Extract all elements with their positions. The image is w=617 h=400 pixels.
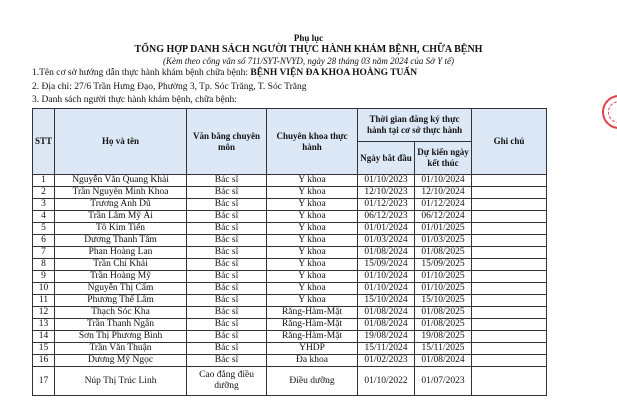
- cell-degree: Bác sĩ: [187, 331, 267, 343]
- header-end: Dự kiến ngày kết thúc: [415, 142, 472, 175]
- cell-specialty: Răng-Hàm-Mặt: [267, 307, 358, 319]
- cell-note: [472, 283, 547, 295]
- cell-note: [472, 367, 547, 396]
- doc-subheading: (Kèm theo công văn số 711/SYT-NVYD, ngày 28 tháng 03 năm 2024 của Sở Y tế): [163, 56, 454, 66]
- cell-end: 01/10/2025: [415, 271, 472, 283]
- cell-note: [472, 175, 547, 187]
- cell-end: 01/01/2025: [415, 223, 472, 235]
- cell-degree: Bác sĩ: [187, 223, 267, 235]
- table-row: [33, 187, 547, 199]
- cell-start: 06/12/2023: [358, 211, 415, 223]
- cell-stt: 8: [33, 259, 55, 271]
- cell-degree: Bác sĩ: [187, 271, 267, 283]
- cell-note: [472, 355, 547, 367]
- cell-note: [472, 223, 547, 235]
- table-row: [33, 355, 547, 367]
- table-row: [33, 307, 547, 319]
- list-caption: 3. Danh sách người thực hành khám bệnh, chữa bệnh:: [32, 95, 237, 105]
- cell-specialty: Răng-Hàm-Mặt: [267, 331, 358, 343]
- cell-end: 01/08/2025: [415, 247, 472, 259]
- cell-stt: 10: [33, 283, 55, 295]
- cell-name: Trương Anh Dũ: [55, 199, 187, 211]
- table-row: [33, 331, 547, 343]
- cell-specialty: Y khoa: [267, 259, 358, 271]
- cell-degree: Cao đẳng điều dưỡng: [187, 367, 267, 396]
- cell-start: 01/10/2022: [358, 367, 415, 396]
- cell-start: 01/10/2024: [358, 283, 415, 295]
- header-specialty: Chuyên khoa thực hành: [267, 109, 358, 175]
- table-row: [33, 247, 547, 259]
- cell-stt: 7: [33, 247, 55, 259]
- cell-name: Trần Lâm Mỹ Ái: [55, 211, 187, 223]
- cell-degree: Bác sĩ: [187, 343, 267, 355]
- cell-specialty: Răng-Hàm-Mặt: [267, 319, 358, 331]
- cell-note: [472, 247, 547, 259]
- cell-stt: 3: [33, 199, 55, 211]
- cell-start: 01/08/2024: [358, 247, 415, 259]
- cell-note: [472, 199, 547, 211]
- cell-name: Nguyễn Thị Cẩm: [55, 283, 187, 295]
- cell-stt: 17: [33, 367, 55, 396]
- cell-end: 01/08/2025: [415, 319, 472, 331]
- cell-specialty: Đa khoa: [267, 355, 358, 367]
- cell-name: Thạch Sóc Kha: [55, 307, 187, 319]
- cell-end: 15/09/2025: [415, 259, 472, 271]
- cell-start: 15/09/2024: [358, 259, 415, 271]
- cell-name: Trần Thanh Ngân: [55, 319, 187, 331]
- facility-label: 1.Tên cơ sở hướng dẫn thực hành khám bệnh chữa bệnh:: [32, 68, 251, 78]
- cell-start: 01/12/2023: [358, 199, 415, 211]
- cell-end: 01/03/2025: [415, 235, 472, 247]
- cell-degree: Bác sĩ: [187, 211, 267, 223]
- cell-stt: 6: [33, 235, 55, 247]
- cell-stt: 15: [33, 343, 55, 355]
- cell-note: [472, 295, 547, 307]
- cell-name: Tô Kim Tiến: [55, 223, 187, 235]
- cell-note: [472, 331, 547, 343]
- cell-name: Trần Văn Thuận: [55, 343, 187, 355]
- cell-specialty: Y khoa: [267, 283, 358, 295]
- cell-note: [472, 271, 547, 283]
- cell-stt: 4: [33, 211, 55, 223]
- cell-end: 06/12/2024: [415, 211, 472, 223]
- cell-specialty: Y khoa: [267, 211, 358, 223]
- cell-start: 01/08/2024: [358, 319, 415, 331]
- cell-degree: Bác sĩ: [187, 283, 267, 295]
- cell-specialty: Y khoa: [267, 295, 358, 307]
- cell-start: 15/10/2024: [358, 295, 415, 307]
- cell-start: 12/10/2023: [358, 187, 415, 199]
- cell-specialty: Y khoa: [267, 223, 358, 235]
- cell-specialty: Điều dưỡng: [267, 367, 358, 396]
- table-row: [33, 343, 547, 355]
- cell-stt: 11: [33, 295, 55, 307]
- cell-specialty: YHDP: [267, 343, 358, 355]
- cell-stt: 14: [33, 331, 55, 343]
- cell-note: [472, 235, 547, 247]
- cell-end: 01/10/2024: [415, 175, 472, 187]
- cell-end: 19/08/2025: [415, 331, 472, 343]
- red-seal-stamp: [602, 95, 617, 129]
- cell-name: Phương Thế Lâm: [55, 295, 187, 307]
- header-stt: STT: [33, 109, 55, 175]
- cell-end: 12/10/2024: [415, 187, 472, 199]
- facility-line: [32, 68, 417, 78]
- doc-heading: TỔNG HỢP DANH SÁCH NGƯỜI THỰC HÀNH KHÁM BỆNH, CHỮA BỆNH: [134, 44, 483, 55]
- cell-start: 01/01/2024: [358, 223, 415, 235]
- cell-degree: Bác sĩ: [187, 355, 267, 367]
- table-row: [33, 175, 547, 187]
- cell-name: Trần Chí Khải: [55, 259, 187, 271]
- cell-end: 01/12/2024: [415, 199, 472, 211]
- cell-degree: Bác sĩ: [187, 199, 267, 211]
- cell-stt: 16: [33, 355, 55, 367]
- header-start: Ngày bắt đầu: [358, 142, 415, 175]
- cell-specialty: Y khoa: [267, 175, 358, 187]
- cell-stt: 9: [33, 271, 55, 283]
- cell-degree: Bác sĩ: [187, 259, 267, 271]
- cell-end: 01/08/2024: [415, 355, 472, 367]
- table-row: [33, 367, 547, 396]
- cell-name: Sơn Thị Phương Bình: [55, 331, 187, 343]
- cell-start: 01/02/2023: [358, 355, 415, 367]
- cell-specialty: Y khoa: [267, 247, 358, 259]
- cell-start: 19/08/2024: [358, 331, 415, 343]
- cell-name: Núp Thị Trúc Linh: [55, 367, 187, 396]
- cell-degree: Bác sĩ: [187, 175, 267, 187]
- cell-stt: 1: [33, 175, 55, 187]
- cell-end: 01/10/2025: [415, 283, 472, 295]
- header-degree: Văn bằng chuyên môn: [187, 109, 267, 175]
- cell-name: Trần Nguyên Minh Khoa: [55, 187, 187, 199]
- cell-end: 01/07/2023: [415, 367, 472, 396]
- cell-note: [472, 343, 547, 355]
- cell-name: Dương Thanh Tâm: [55, 235, 187, 247]
- cell-specialty: Y khoa: [267, 235, 358, 247]
- cell-degree: Bác sĩ: [187, 307, 267, 319]
- cell-end: 15/11/2025: [415, 343, 472, 355]
- table-row: [33, 271, 547, 283]
- cell-degree: Bác sĩ: [187, 319, 267, 331]
- cell-degree: Bác sĩ: [187, 187, 267, 199]
- cell-stt: 5: [33, 223, 55, 235]
- table-row: [33, 223, 547, 235]
- practitioner-table: [32, 108, 547, 396]
- table-row: [33, 283, 547, 295]
- cell-note: [472, 259, 547, 271]
- cell-stt: 12: [33, 307, 55, 319]
- table-row: [33, 319, 547, 331]
- cell-stt: 13: [33, 319, 55, 331]
- cell-end: 01/08/2025: [415, 307, 472, 319]
- cell-name: Trần Hoàng Mỹ: [55, 271, 187, 283]
- cell-note: [472, 211, 547, 223]
- header-note: Ghi chú: [472, 109, 547, 175]
- cell-degree: Bác sĩ: [187, 247, 267, 259]
- cell-specialty: Y khoa: [267, 199, 358, 211]
- cell-specialty: Y khoa: [267, 271, 358, 283]
- facility-name: BỆNH VIỆN ĐA KHOA HOÀNG TUẤN: [250, 68, 418, 78]
- header-name: Họ và tên: [55, 109, 187, 175]
- cell-start: 01/10/2024: [358, 271, 415, 283]
- address-line: 2. Địa chỉ: 27/6 Trần Hưng Đạo, Phường 3, Tp. Sóc Trăng, T. Sóc Trăng: [32, 82, 307, 92]
- cell-degree: Bác sĩ: [187, 235, 267, 247]
- cell-start: 01/10/2023: [358, 175, 415, 187]
- header-period: Thời gian đăng ký thực hành tại cơ sở thực hành: [358, 109, 472, 142]
- doc-title: Phụ lục: [293, 33, 324, 43]
- table-row: [33, 295, 547, 307]
- cell-specialty: Y khoa: [267, 187, 358, 199]
- cell-name: Dương Mỹ Ngọc: [55, 355, 187, 367]
- table-row: [33, 259, 547, 271]
- cell-name: Nguyễn Văn Quang Khải: [55, 175, 187, 187]
- table-row: [33, 235, 547, 247]
- cell-name: Phan Hoàng Lan: [55, 247, 187, 259]
- cell-start: 15/11/2024: [358, 343, 415, 355]
- table-row: [33, 211, 547, 223]
- cell-note: [472, 307, 547, 319]
- cell-end: 15/10/2025: [415, 295, 472, 307]
- cell-note: [472, 319, 547, 331]
- table-row: [33, 199, 547, 211]
- cell-note: [472, 187, 547, 199]
- cell-degree: Bác sĩ: [187, 295, 267, 307]
- cell-start: 01/03/2024: [358, 235, 415, 247]
- cell-start: 01/08/2024: [358, 307, 415, 319]
- cell-stt: 2: [33, 187, 55, 199]
